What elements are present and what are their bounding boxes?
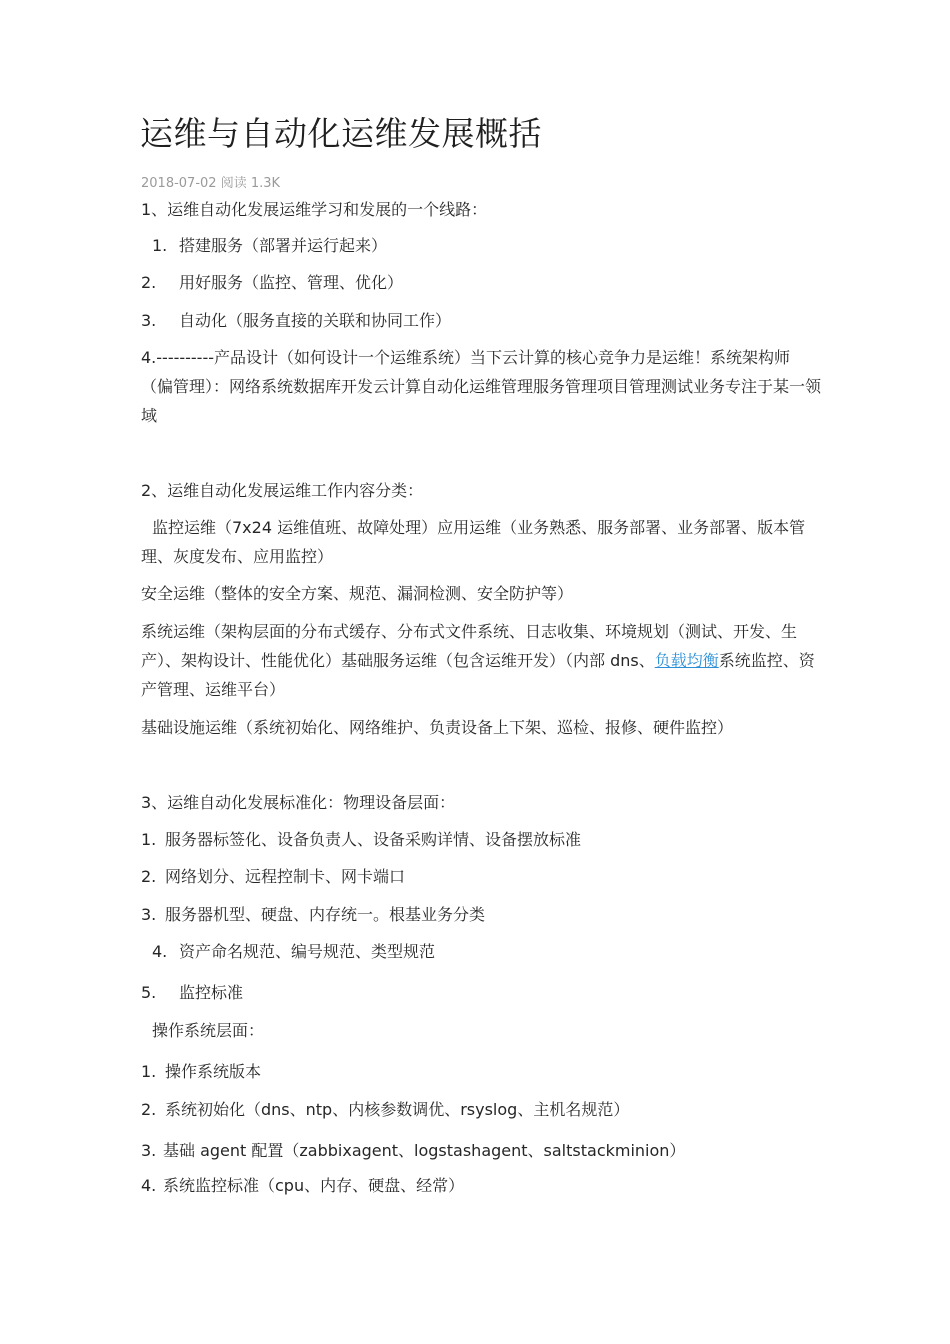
list-item: 1. 搭建服务（部署并运行起来） — [152, 236, 388, 255]
section-1-heading: 1、运维自动化发展运维学习和发展的一个线路： — [141, 200, 488, 219]
paragraph: 监控运维（7x24 运维值班、故障处理）应用运维（业务熟悉、服务部署、业务部署、版本管理、灰度发布、应用监控） — [141, 518, 806, 566]
list-item: 5. 监控标准 — [141, 983, 244, 1002]
publish-date: 2018-07-02 — [141, 176, 217, 191]
load-balancing-link[interactable]: 负载均衡 — [654, 651, 719, 670]
page-title: 运维与自动化运维发展概括 — [140, 114, 542, 153]
reads-label: 阅读 — [220, 176, 247, 191]
list-item: 2. 网络划分、远程控制卡、网卡端口 — [141, 867, 406, 886]
paragraph: 系统运维（架构层面的分布式缓存、分布式文件系统、日志收集、环境规划（测试、开发、生产）、架构设计、性能优化）基础服务运维（包含运维开发）（内部 dns、负载均衡系统监控、资产管理、运维平台） — [141, 622, 815, 699]
list-item: 3. 服务器机型、硬盘、内存统一。根基业务分类 — [141, 905, 486, 924]
paragraph: 4.----------产品设计（如何设计一个运维系统）当下云计算的核心竞争力是运维！系统架构师（偏管理）：网络系统数据库开发云计算自动化运维管理服务管理项目管理测试业务专注于某一领域 — [141, 348, 822, 425]
list-item: 1. 服务器标签化、设备负责人、设备采购详情、设备摆放标准 — [141, 830, 582, 849]
list-item: 1. 操作系统版本 — [141, 1062, 262, 1081]
subsection-heading: 操作系统层面： — [152, 1021, 265, 1040]
section-2-heading: 2、运维自动化发展运维工作内容分类： — [141, 481, 424, 500]
list-item: 4. 资产命名规范、编号规范、类型规范 — [152, 942, 436, 961]
list-item: 2. 系统初始化（dns、ntp、内核参数调优、rsyslog、主机名规范） — [141, 1100, 630, 1119]
reads-count: 1.3K — [250, 176, 281, 191]
list-item: 2. 用好服务（监控、管理、优化） — [141, 273, 404, 292]
paragraph: 基础设施运维（系统初始化、网络维护、负责设备上下架、巡检、报修、硬件监控） — [141, 718, 734, 737]
article-meta — [141, 172, 280, 191]
list-item: 4. 系统监控标准（cpu、内存、硬盘、经常） — [141, 1176, 465, 1195]
paragraph: 安全运维（整体的安全方案、规范、漏洞检测、安全防护等） — [141, 584, 574, 603]
list-item: 3. 自动化（服务直接的关联和协同工作） — [141, 311, 452, 330]
section-3-heading: 3、运维自动化发展标准化：物理设备层面： — [141, 793, 456, 812]
list-item: 3. 基础 agent 配置（zabbixagent、logstashagent、saltstackminion） — [141, 1141, 686, 1160]
